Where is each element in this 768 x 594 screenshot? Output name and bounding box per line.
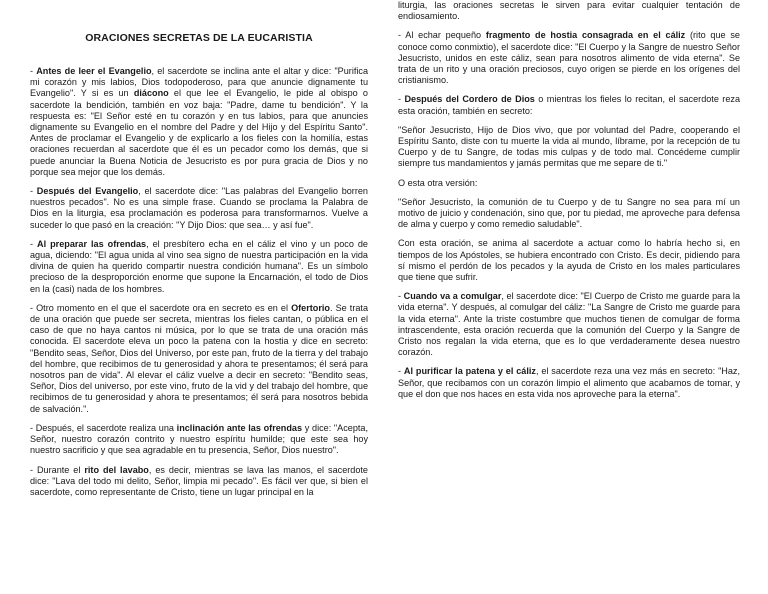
text-run: (rito que se conoce como conmixtio), el sacerdote dice: "El Cuerpo y la Sangre de nuestro Señor Jesucristo, unidos en este cáliz, sean para nosotros alimento de vida eterna". Se trata de un rito y una oración preciosos, cuyo origen se pierde en los orígenes del cristianismo. [398,30,740,86]
bold-phrase: Cuando va a comulgar [403,291,502,302]
paragraph [30,423,368,457]
text-run: - Después, el sacerdote realiza una [30,422,177,433]
text-run: , es decir, mientras se lava las manos, el sacerdote dice: "Lava del todo mi delito, Señor, limpia mi pecado". Es fácil ver que, si bien el sacerdote, como representante de Cristo, tiene un lugar principal en la [30,464,368,497]
bold-phrase: fragmento de hostia consagrada en el cáliz [485,30,686,41]
text-run: - [398,94,405,105]
text-run: "Señor Jesucristo, Hijo de Dios vivo, que por voluntad del Padre, cooperando el Espíritu Santo, diste con tu muerte la vida al mundo, líbrame, por la recepción de tu Cuerpo y de tu Sangre, de todas mis culpas y de todo mal. Concédeme cumplir siempre tus mandamientos y jamás permitas que me separe de ti." [398,124,740,169]
right-column [398,0,740,408]
left-column [30,0,368,506]
paragraph [30,465,368,499]
paragraph [30,186,368,231]
text-run: - [30,66,37,76]
text-run: - Otro momento en el que el sacerdote ora en secreto es en el [30,302,292,313]
paragraph [30,66,368,178]
bold-phrase: Después del Evangelio [36,186,139,197]
text-run: o mientras los fieles lo recitan, el sacerdote reza esta oración, también en secreto: [398,94,740,116]
text-run: , el sacerdote dice: "El Cuerpo de Cristo me guarde para la vida eterna". Y después, al comulgar del cáliz: "La Sangre de Cristo me guarde para la vida eterna". Ante la triste costumbre que muchos tienen de comulgar de forma intrascendente, esta oración recuerda que la comunión del Cuerpo y la Sangre de Cristo nos regalan la vida eterna, que es lo que verdaderamente desea nuestro corazón. [398,291,741,358]
bold-phrase: diácono [133,88,169,99]
text-run: - [398,366,404,377]
text-run: - Durante el [30,464,85,475]
paragraph [398,30,740,86]
text-run: , el sacerdote se inclina ante el altar y dice: "Purifica mi corazón y mis labios, Dios todopoderoso, para que anuncie dignamente tu Evangelio". Y si es un [30,66,368,99]
left-paragraphs [30,66,368,498]
bold-phrase: inclinación ante las ofrendas [176,422,303,433]
bold-phrase: Al purificar la patena y el cáliz [403,366,536,377]
text-run: liturgia, las oraciones secretas le sirven para evitar cualquier tentación de endiosamiento. [398,0,740,22]
text-run: - [30,186,37,197]
paragraph [398,178,740,189]
right-paragraphs [398,0,740,400]
text-run: - Al echar pequeño [398,30,486,41]
text-run: - [30,238,38,249]
text-run: Con esta oración, se anima al sacerdote a actuar como lo habría hecho si, en tiempos de los Apóstoles, se hubiera encontrado con Cristo. Es decir, pidiendo para sí mismo el perdón de los pecados y la ayuda de Cristo en los males particulares que tiene que sufrir. [398,238,740,283]
bold-phrase: Al preparar las ofrendas [37,238,147,249]
paragraph [398,291,740,358]
text-run: . Se trata de una oración que puede ser secreta, mientras los fieles cantan, o pública en el caso de que no haya cantos ni música, por lo que se trata de una oración más conocida. El sacerdote eleva un poco la patena con la hostia y dice en secreto: "Bendito seas, Señor, Dios del Universo, por este pan, fruto de la tierra y del trabajo del hombre, que recibimos de tu generosidad y ahora te presentamos; él será para nosotros pan de vida". Al elevar el cáliz vuelve a decir en secreto: "Bendito seas, Señor, Dios del universo, por este vino, fruto de la vid y del trabajo del hombre, que recibimos de tu generosidad y ahora te presentamos; él será para nosotros bebida de salvación.". [30,302,369,414]
text-run: - [398,291,404,302]
paragraph [398,125,740,170]
text-run: "Señor Jesucristo, la comunión de tu Cuerpo y de tu Sangre no sea para mí un motivo de juicio y condenación, sino que, por tu piedad, me aproveche para defensa de alma y cuerpo y como remedio saludable". [398,196,740,230]
bold-phrase: Después del Cordero de Dios [404,94,535,105]
paragraph [30,303,368,415]
bold-phrase: Antes de leer el Evangelio [36,66,152,76]
bold-phrase: Ofertorio [291,302,330,313]
document-title: ORACIONES SECRETAS DE LA EUCARISTIA [85,32,313,44]
text-run: , el sacerdote reza una vez más en secreto: "Haz, Señor, que recibamos con un corazón limpio el alimento que acabamos de tomar, y que el don que nos haces en esta vida nos aproveche para la eterna". [398,366,740,399]
text-run: y dice: "Acepta, Señor, nuestro corazón contrito y nuestro espíritu humilde; que este sea hoy nuestro sacrificio y que sea agradable en tu presencia, Señor, Dios nuestro". [30,422,368,456]
paragraph [398,238,740,283]
text-run: , el presbítero echa en el cáliz el vino y un poco de agua, diciendo: "El agua unida al vino sea signo de nuestra participación en la vida divina de quien ha querido compartir nuestra condición humana". Es un símbolo precioso de la desproporción enorme que supone la Encarnación, el todo de Dios en la (casi) nada de los hombres. [30,238,368,294]
text-run: , el sacerdote dice: "Las palabras del Evangelio borren nuestros pecados". No es una simple frase. Cuando se proclama la Palabra de Dios en la liturgia, esa proclamación es poderosa para transformarnos. Vuelve a suceder lo que pasó en la creación: "Y Dijo Dios: que sea… y así fue". [30,186,368,230]
text-run: el que lee el Evangelio, le pide al obispo o sacerdote la bendición, también en voz baja: "Padre, dame tu bendición". Y la respuesta es: "El Señor esté en tu corazón y en tus labios, para que anuncies dignamente su Evangelio en el nombre del Padre y del Hijo y del Espíritu Santo". Antes de proclamar el Evangelio y de explicarlo a los fieles con la homilía, estas oraciones recuerdan al sacerdote que él es un pecador como los demás, que si puede anunciar la Buena Noticia de Jesucristo es por pura gracia de Dios y no porque sea mejor que los demás. [30,88,368,177]
paragraph [30,239,368,295]
paragraph [398,94,740,116]
bold-phrase: rito del lavabo [84,464,149,475]
paragraph [398,0,740,22]
text-run: O esta otra versión: [398,177,478,188]
paragraph [398,197,740,231]
paragraph [398,366,740,400]
